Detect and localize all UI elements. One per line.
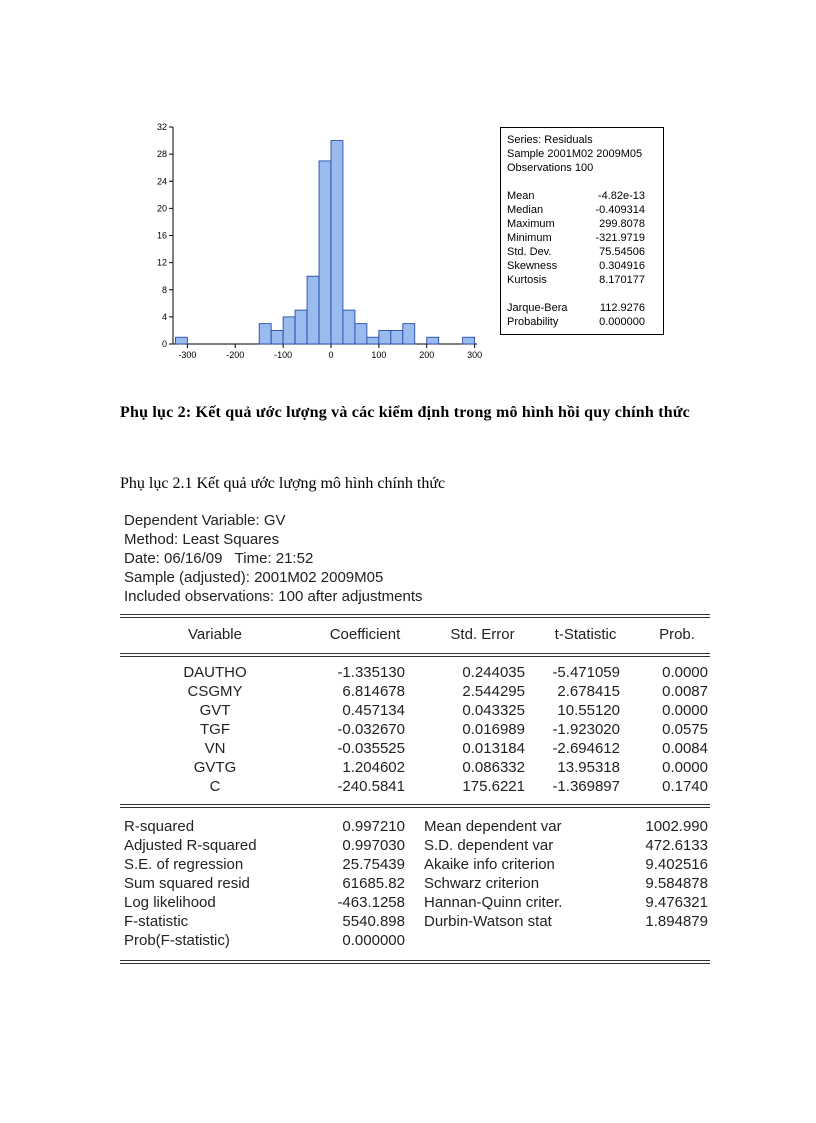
stats-label: Maximum (507, 218, 555, 230)
histogram-bar (271, 330, 283, 344)
cell: Adjusted R-squared (124, 837, 257, 854)
appendix-subheading: Phụ lục 2.1 Kết quả ước lượng mô hình chính thức (120, 475, 446, 492)
cell: 0.043325 (462, 702, 525, 719)
cell: S.E. of regression (124, 856, 244, 873)
summary-row (120, 837, 710, 857)
y-tick-label: 4 (161, 311, 167, 322)
histogram-bar (427, 337, 439, 344)
stats-value: 0.000000 (599, 316, 645, 328)
table-row (120, 740, 710, 760)
cell: Akaike info criterion (424, 856, 555, 873)
cell: -1.369897 (552, 778, 620, 795)
residuals-histogram (140, 118, 490, 368)
histogram-bar (367, 337, 379, 344)
cell: 5540.898 (342, 913, 405, 930)
cell: C (209, 778, 221, 795)
x-tick-label: 0 (328, 350, 334, 360)
x-tick-label: 200 (419, 350, 435, 360)
histogram-bars (175, 141, 474, 344)
stats-value: 0.304916 (599, 260, 645, 272)
cell: CSGMY (187, 683, 243, 700)
histogram-bar (307, 276, 319, 344)
cell: 25.75439 (342, 856, 405, 873)
table-row (120, 759, 710, 779)
stats-row (507, 301, 657, 315)
y-tick-label: 12 (156, 257, 167, 268)
stats-row (507, 315, 657, 329)
stats-row (507, 203, 657, 217)
cell: Sum squared resid (124, 875, 250, 892)
stats-row (507, 245, 657, 259)
histogram-bar (463, 337, 475, 344)
cell: 0.0000 (662, 702, 708, 719)
cell: VN (204, 740, 226, 757)
y-tick-label: 8 (161, 284, 167, 295)
table-row (120, 778, 710, 798)
table-row (120, 702, 710, 722)
cell: 0.0087 (662, 683, 708, 700)
cell: 0.1740 (662, 778, 708, 795)
cell: 2.678415 (557, 683, 620, 700)
histogram-bar (343, 310, 355, 344)
cell: 1002.990 (645, 818, 708, 835)
table-row (120, 664, 710, 684)
col-prob: Prob. (659, 626, 695, 643)
stats-label: Median (507, 204, 544, 216)
table-bottom-rule (120, 960, 710, 964)
histogram-bar (355, 324, 367, 344)
cell: 0.0000 (662, 759, 708, 776)
col-t-statistic: t-Statistic (554, 626, 617, 643)
cell: 175.6221 (462, 778, 525, 795)
cell: GVTG (193, 759, 237, 776)
summary-row (120, 875, 710, 895)
stats-label: Skewness (507, 260, 558, 272)
stats-value: -4.82e-13 (597, 190, 645, 202)
col-std-error: Std. Error (450, 626, 515, 643)
cell: GVT (199, 702, 231, 719)
stats-observations: Observations 100 (507, 162, 594, 174)
cell: F-statistic (124, 913, 189, 930)
cell: -240.5841 (337, 778, 405, 795)
cell: 9.584878 (645, 875, 708, 892)
sample: Sample (adjusted): 2001M02 2009M05 (124, 569, 384, 586)
stats-value: 299.8078 (599, 218, 645, 230)
summary-row (120, 894, 710, 914)
histogram-bar (331, 141, 343, 344)
cell: -1.335130 (337, 664, 405, 681)
histogram-bar (259, 324, 271, 344)
cell: -5.471059 (552, 664, 620, 681)
stats-label: Std. Dev. (507, 246, 552, 258)
cell: S.D. dependent var (424, 837, 554, 854)
x-tick-label: -200 (226, 350, 245, 360)
stats-label: Jarque-Bera (507, 302, 568, 314)
cell: 61685.82 (342, 875, 405, 892)
method: Method: Least Squares (124, 531, 280, 548)
stats-label: Probability (507, 316, 559, 328)
y-tick-label: 16 (156, 230, 167, 241)
x-tick-label: -100 (274, 350, 293, 360)
cell: -2.694612 (552, 740, 620, 757)
y-tick-label: 0 (161, 339, 167, 349)
stats-value: 112.9276 (599, 302, 645, 314)
cell: 6.814678 (342, 683, 405, 700)
cell: 0.0575 (662, 721, 708, 738)
col-coefficient: Coefficient (329, 626, 401, 643)
appendix-heading: Phụ lục 2: Kết quả ước lượng và các kiểm định trong mô hình hồi quy chính thức (120, 404, 690, 421)
table-row (120, 721, 710, 741)
cell: R-squared (124, 818, 195, 835)
dependent-variable: Dependent Variable: GV (124, 512, 286, 529)
stats-value: -321.9719 (595, 232, 645, 244)
cell: Schwarz criterion (424, 875, 540, 892)
table-row (120, 683, 710, 703)
stats-row (507, 231, 657, 245)
cell: Prob(F-statistic) (124, 932, 230, 949)
cell: 472.6133 (645, 837, 708, 854)
cell: Mean dependent var (424, 818, 562, 835)
summary-row (120, 932, 710, 952)
cell: 0.0000 (662, 664, 708, 681)
histogram-bar (391, 330, 403, 344)
col-variable: Variable (188, 626, 242, 643)
stats-value: 8.170177 (599, 274, 645, 286)
y-tick-label: 32 (156, 122, 167, 132)
cell: 0.086332 (462, 759, 525, 776)
cell: -1.923020 (552, 721, 620, 738)
cell: 0.997210 (342, 818, 405, 835)
cell: Hannan-Quinn criter. (424, 894, 563, 911)
histogram-bar (379, 330, 391, 344)
x-tick-label: 100 (371, 350, 387, 360)
cell: 0.000000 (342, 932, 405, 949)
y-tick-label: 20 (156, 203, 167, 214)
cell: -0.032670 (337, 721, 405, 738)
cell: 0.0084 (662, 740, 708, 757)
table-middle-rule (120, 804, 710, 808)
summary-row (120, 856, 710, 876)
cell: 1.894879 (645, 913, 708, 930)
cell: TGF (200, 721, 230, 738)
date-time: Date: 06/16/09 Time: 21:52 (124, 550, 314, 567)
included-observations: Included observations: 100 after adjustments (124, 588, 423, 605)
histogram-bar (319, 161, 331, 344)
cell: -463.1258 (337, 894, 405, 911)
cell: 10.55120 (557, 702, 620, 719)
table-top-rule (120, 614, 710, 618)
cell: 9.402516 (645, 856, 708, 873)
stats-row (507, 259, 657, 273)
y-tick-label: 24 (156, 176, 167, 187)
stats-label: Kurtosis (507, 274, 547, 286)
cell: 0.244035 (462, 664, 525, 681)
stats-row (507, 273, 657, 287)
table-header-rule (120, 653, 710, 657)
stats-value: -0.409314 (595, 204, 645, 216)
residual-statistics-box (500, 127, 664, 335)
stats-row (507, 217, 657, 231)
histogram-bar (283, 317, 295, 344)
cell: -0.035525 (337, 740, 405, 757)
histogram-bar (403, 324, 415, 344)
histogram-bar (175, 337, 187, 344)
cell: 0.013184 (462, 740, 525, 757)
summary-row (120, 818, 710, 838)
stats-label: Minimum (507, 232, 552, 244)
cell: 1.204602 (342, 759, 405, 776)
cell: Durbin-Watson stat (424, 913, 552, 930)
cell: 2.544295 (462, 683, 525, 700)
summary-row (120, 913, 710, 933)
table-header-row (120, 626, 710, 646)
stats-sample: Sample 2001M02 2009M05 (507, 148, 643, 160)
cell: Log likelihood (124, 894, 216, 911)
stats-label: Mean (507, 190, 535, 202)
cell: 13.95318 (557, 759, 620, 776)
y-tick-label: 28 (156, 149, 167, 160)
cell: 0.016989 (462, 721, 525, 738)
x-tick-label: -300 (178, 350, 197, 360)
cell: 0.997030 (342, 837, 405, 854)
regression-header (124, 511, 423, 606)
x-tick-label: 300 (467, 350, 483, 360)
cell: 0.457134 (342, 702, 405, 719)
stats-row (507, 189, 657, 203)
histogram-bar (295, 310, 307, 344)
stats-value: 75.54506 (599, 246, 645, 258)
stats-series: Series: Residuals (507, 134, 593, 146)
cell: DAUTHO (183, 664, 247, 681)
cell: 9.476321 (645, 894, 708, 911)
